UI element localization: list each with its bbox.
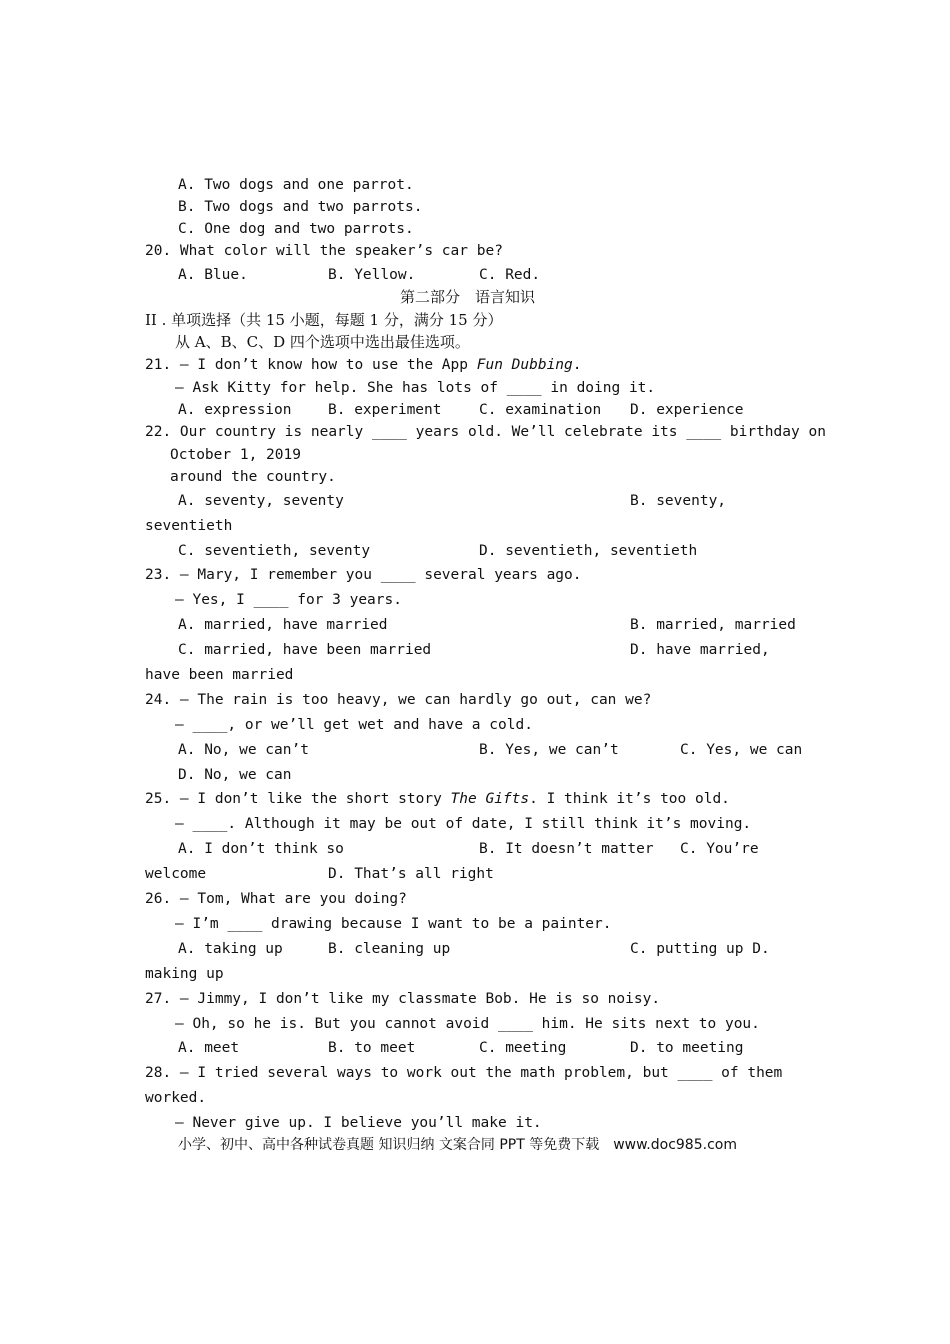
q21-reply: – Ask Kitty for help. She has lots of ____ in doing it. [175,380,656,396]
q22-stem-line2: October 1, 2019 [170,447,301,463]
q28-stem: 28. – I tried several ways to work out the math problem, but ____ of them [145,1065,783,1081]
q24-option-c: C. Yes, we can [680,742,803,758]
q20-stem: 20. What color will the speaker’s car be? [145,243,503,259]
q24-option-b: B. Yes, we can’t [479,742,619,758]
part2-instruction: 从 A、B、C、D 四个选项中选出最佳选项。 [175,333,470,351]
part2-title: II . 单项选择（共 15 小题，每题 1 分，满分 15 分） [145,311,503,329]
q25-reply: – ____. Although it may be out of date, I still think it’s moving. [175,816,752,832]
q21-stem [145,356,582,374]
q21-option-d: D. experience [630,402,744,418]
q28-stem-line2: worked. [145,1090,207,1106]
q27-option-b: B. to meet [328,1040,416,1056]
q25-stem-suffix: . I think it’s too old. [529,791,730,807]
q24-option-d: D. No, we can [178,767,292,783]
q27-reply: – Oh, so he is. But you cannot avoid ____ him. He sits next to you. [175,1016,760,1032]
q25-option-a: A. I don’t think so [178,841,344,857]
q24-reply: – ____, or we’ll get wet and have a cold. [175,717,533,733]
q27-option-c: C. meeting [479,1040,567,1056]
q27-option-a: A. meet [178,1040,240,1056]
q20-option-a: A. Blue. [178,267,248,283]
q26-stem: 26. – Tom, What are you doing? [145,891,407,907]
q21-stem-suffix: . [572,357,582,373]
q22-option-d: D. seventieth, seventieth [479,543,698,559]
q21-option-b: B. experiment [328,402,442,418]
q24-option-a: A. No, we can’t [178,742,309,758]
q26-option-b: B. cleaning up [328,941,451,957]
q22-option-b-wrap: seventieth [145,518,233,534]
q27-option-d: D. to meeting [630,1040,744,1056]
q22-option-c: C. seventieth, seventy [178,543,371,559]
q25-option-d: D. That’s all right [328,866,494,882]
q19-option-c: C. One dog and two parrots. [178,221,414,237]
q21-stem-prefix: 21. – I don’t know how to use the App [145,357,477,373]
q20-option-b: B. Yellow. [328,267,416,283]
q23-option-a: A. married, have married [178,617,388,633]
footer-text: 小学、初中、高中各种试卷真题 知识归纳 文案合同 PPT 等免费下载 www.doc985.com [178,1137,737,1153]
q19-option-b: B. Two dogs and two parrots. [178,199,423,215]
q25-option-c: C. You’re [680,841,759,857]
q24-stem: 24. – The rain is too heavy, we can hardly go out, can we? [145,692,652,708]
q20-option-c: C. Red. [479,267,541,283]
q26-option-c: C. putting up D. [630,941,770,957]
q22-option-b: B. seventy, [630,493,727,509]
q25-option-b: B. It doesn’t matter [479,841,654,857]
q23-option-b: B. married, married [630,617,796,633]
q26-option-a: A. taking up [178,941,283,957]
q21-app-title: Fun Dubbing [476,357,573,373]
q23-option-d-wrap: have been married [145,667,294,683]
q25-stem-prefix: 25. – I don’t like the short story [145,791,451,807]
q21-option-a: A. expression [178,402,292,418]
q22-stem-line3: around the country. [170,469,336,485]
q28-reply: – Never give up. I believe you’ll make it. [175,1115,542,1131]
q19-option-a: A. Two dogs and one parrot. [178,177,414,193]
q26-reply: – I’m ____ drawing because I want to be a painter. [175,916,612,932]
q27-stem: 27. – Jimmy, I don’t like my classmate Bob. He is so noisy. [145,991,661,1007]
section-heading: 第二部分 语言知识 [400,288,536,306]
q25-stem [145,790,730,808]
q23-reply: – Yes, I ____ for 3 years. [175,592,402,608]
q25-story-title: The Gifts [450,791,530,807]
q21-option-c: C. examination [479,402,602,418]
q26-option-d-wrap: making up [145,966,224,982]
q23-stem: 23. – Mary, I remember you ____ several years ago. [145,567,582,583]
q22-stem: 22. Our country is nearly ____ years old. We’ll celebrate its ____ birthday on [145,424,826,440]
q23-option-d: D. have married, [630,642,770,658]
q25-option-c-wrap: welcome [145,866,207,882]
q23-option-c: C. married, have been married [178,642,432,658]
q22-option-a: A. seventy, seventy [178,493,344,509]
